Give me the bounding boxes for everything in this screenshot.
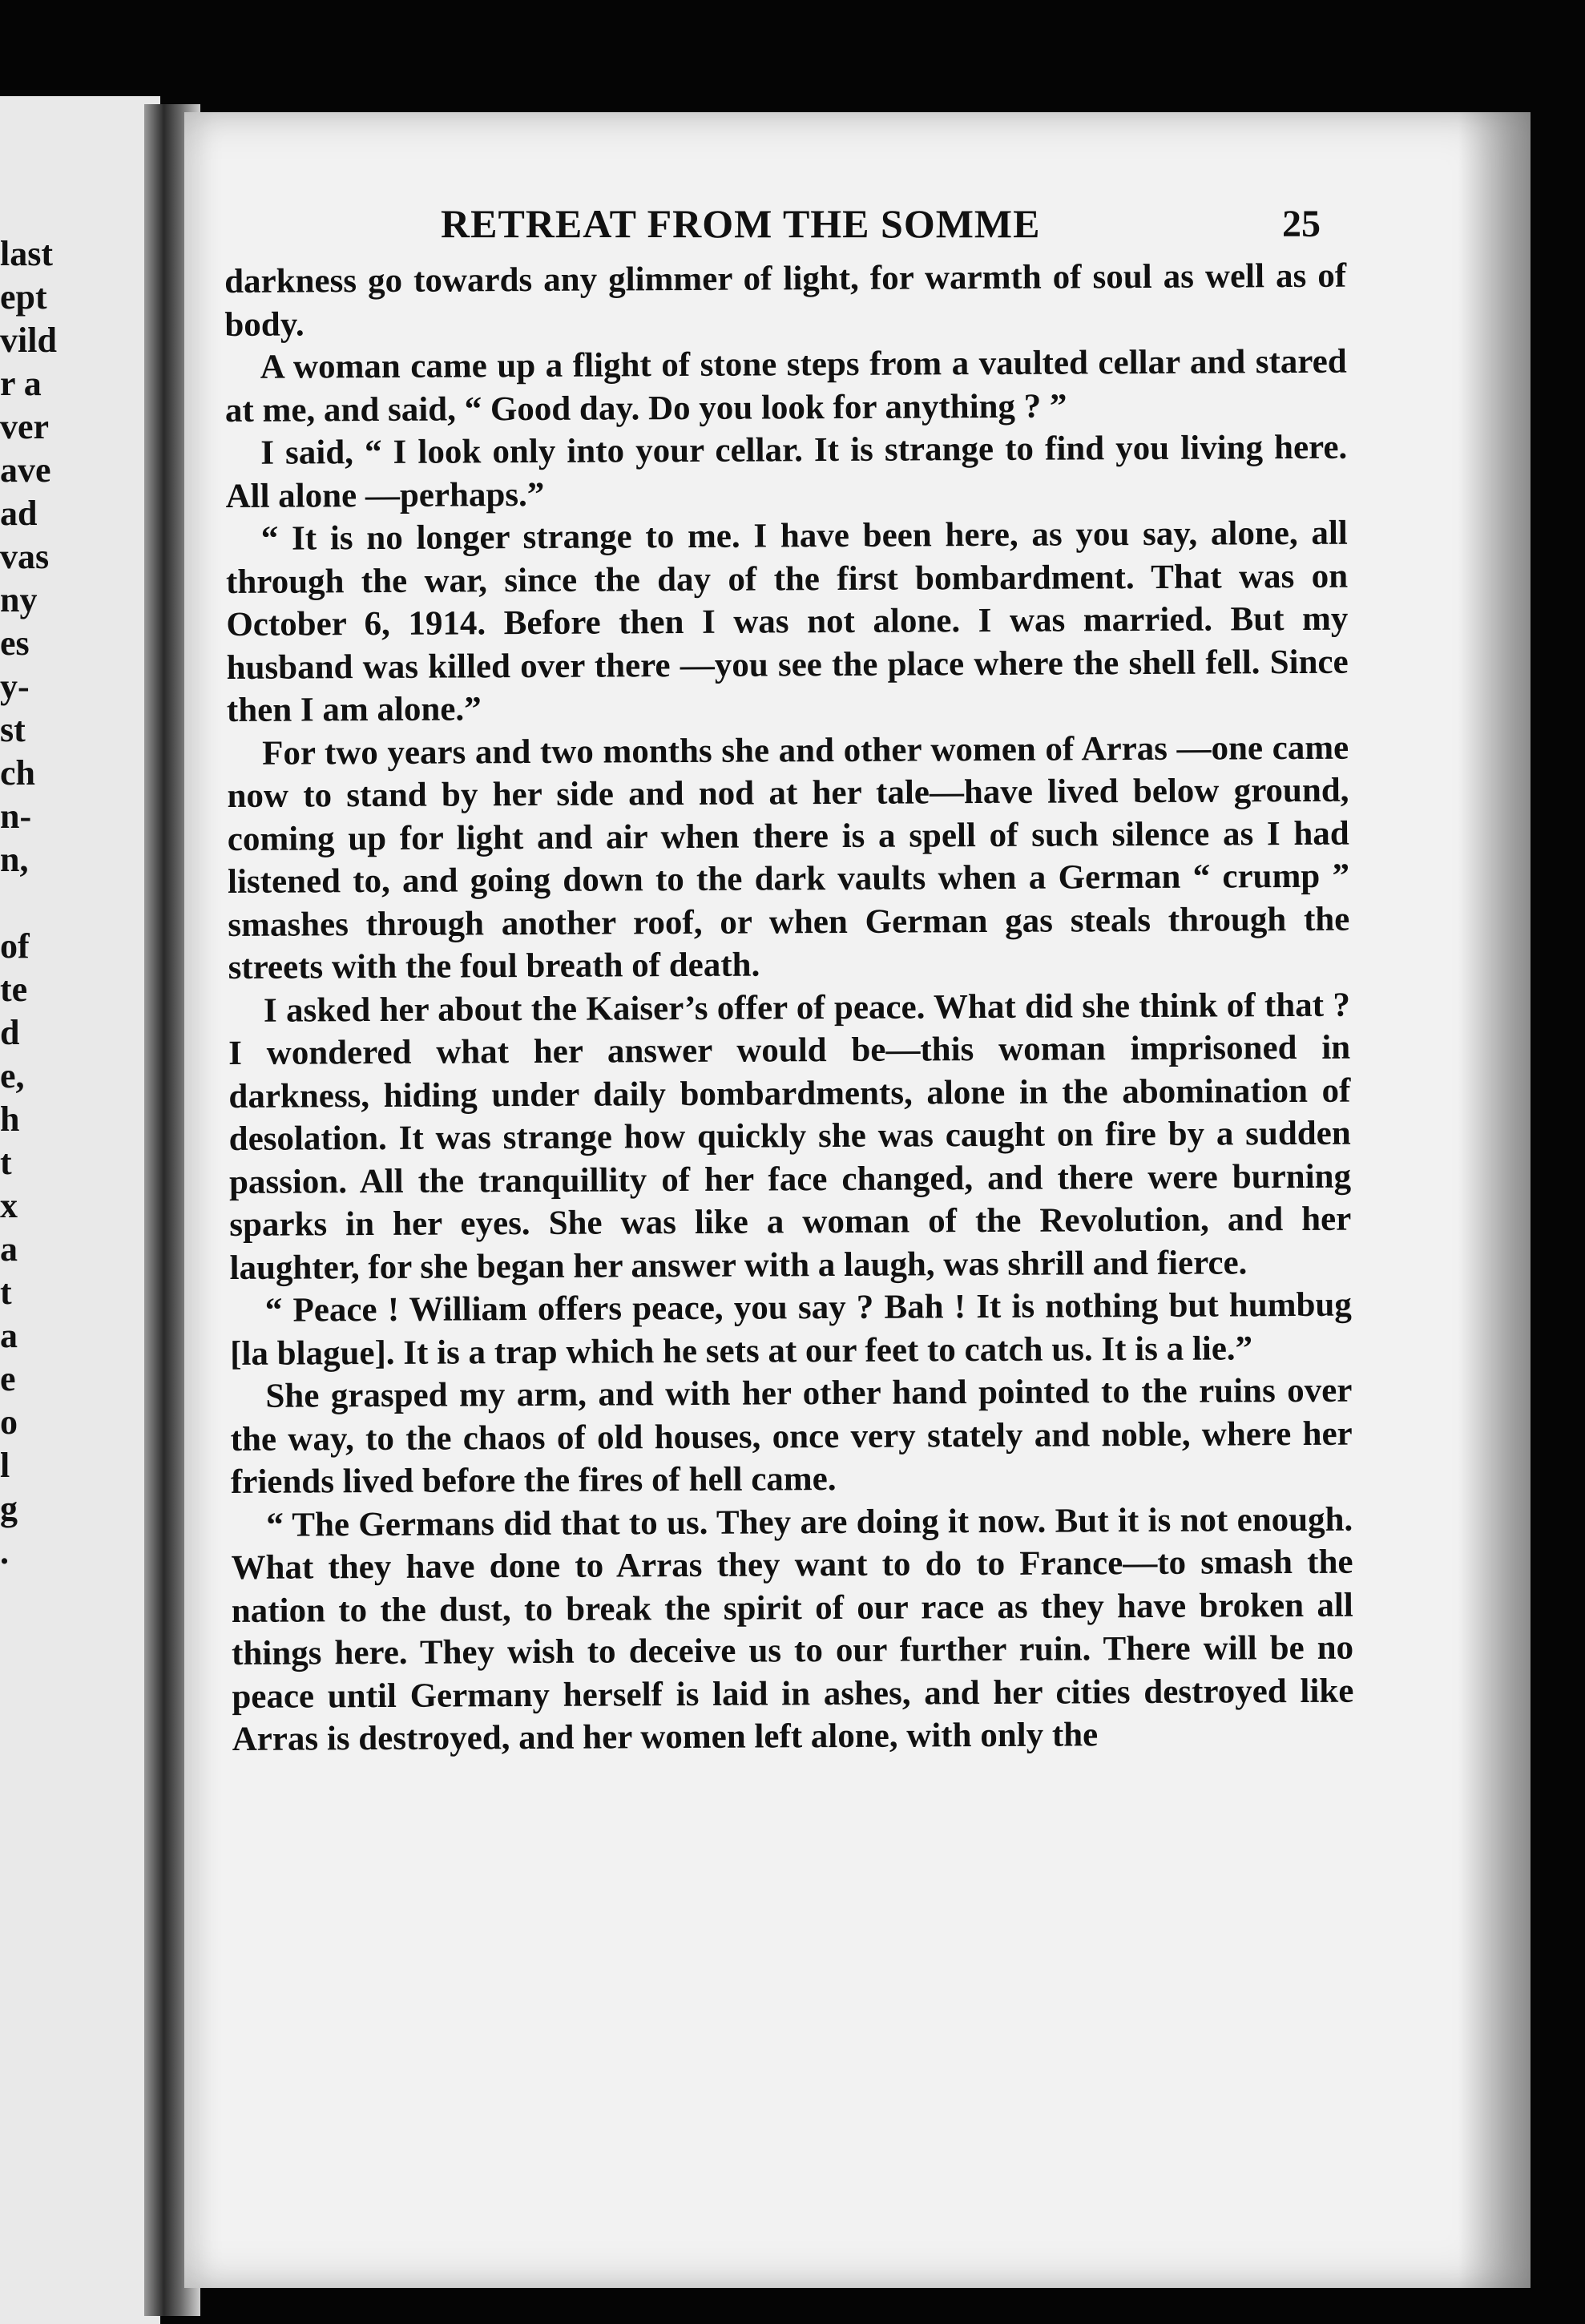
- left-fragment: o: [0, 1402, 18, 1442]
- right-page: [184, 112, 1531, 2288]
- paragraph: A woman came up a flight of stone steps from a vaulted cellar and stared at me, and said, “ Good day. Do you look for anything ? ”: [224, 342, 1347, 430]
- left-fragment: .: [0, 1532, 9, 1572]
- left-fragment: h: [0, 1099, 20, 1139]
- paragraph: She grasped my arm, and with her other hand pointed to the ruins over the way, to the chaos of old houses, once very stately and noble, where her friends lived before the fires of hell came.: [230, 1371, 1353, 1501]
- left-fragment: d: [0, 1013, 20, 1052]
- paragraph: “ The Germans did that to us. They are doing it now. But it is not enough. What they have done to Arras they want to do to France—to smash the nation to the dust, to break the spirit of our race as they have broken all things here. They wish to deceive us to our further ruin. There will be no peace until Germany herself is laid in ashes, and her cities destroyed like Arras is destroyed, and her women left alone, with only the: [231, 1500, 1354, 1758]
- left-fragment: ny: [0, 580, 38, 619]
- left-fragment: of: [0, 926, 30, 966]
- paragraph: “ It is no longer strange to me. I have been here, as you say, alone, all through the war, since the day of the first bombardment. That was on October 6, 1914. Before then I was not alone. I was married. But my husband was killed over there —you see the place where the shell fell. Since then I am alone.”: [225, 514, 1349, 729]
- running-head: RETREAT FROM THE SOMME: [441, 201, 1041, 246]
- left-fragment: ave: [0, 450, 51, 490]
- left-fragment: st: [0, 710, 26, 749]
- left-fragment: vild: [0, 321, 57, 360]
- left-fragment: ad: [0, 494, 38, 533]
- left-fragment: t: [0, 1273, 12, 1312]
- left-fragment: e: [0, 1359, 16, 1398]
- left-fragment: ept: [0, 277, 47, 317]
- left-fragment: ch: [0, 753, 35, 793]
- page-edge-shadow: [1458, 112, 1531, 2288]
- left-fragment: a: [0, 1229, 18, 1269]
- left-page-text-fragments: [0, 232, 96, 1574]
- paragraph: I asked her about the Kaiser’s offer of peace. What did she think of that ? I wondered what her answer would be—this woman imprisoned in darkness, hiding under daily bombardments, alone in the abomination of desolation. It was strange how quickly she was caught on fire by a sudden passion. All the tranquillity of her face changed, and there were burning sparks in her eyes. She was like a woman of the Revolution, and her laughter, for she began her answer with a laugh, was shrill and fierce.: [228, 986, 1352, 1287]
- page-body: [224, 255, 1354, 1761]
- left-fragment: [0, 882, 96, 925]
- left-fragment: te: [0, 970, 28, 1009]
- left-fragment: vas: [0, 537, 50, 576]
- left-fragment: last: [0, 234, 53, 273]
- left-fragment: a: [0, 1316, 18, 1355]
- left-fragment: r a: [0, 364, 42, 403]
- left-fragment: y-: [0, 667, 30, 706]
- left-fragment: g: [0, 1489, 18, 1528]
- left-fragment: l: [0, 1446, 10, 1485]
- paragraph: “ Peace ! William offers peace, you say ? Bah ! It is nothing but humbug [la blague]. It is a trap which he sets at our feet to catch us. It is a lie.”: [230, 1285, 1352, 1373]
- left-fragment: ver: [0, 407, 50, 446]
- left-fragment: n,: [0, 840, 29, 879]
- left-fragment: x: [0, 1186, 18, 1225]
- left-fragment: e,: [0, 1056, 25, 1095]
- page-number: 25: [1282, 203, 1321, 245]
- paragraph: For two years and two months she and other women of Arras —one came now to stand by her side and nod at her tale—have lived below ground, coming up for light and air when there is a spell of such silence as I had listened to, and going down to the dark vaults when a German “ crump ” smashes through another roof, or when German gas steals through the streets with the foul breath of death.: [227, 728, 1350, 986]
- paragraph: I said, “ I look only into your cellar. It is strange to find you living here. All alone —perhaps.”: [225, 428, 1348, 515]
- paragraph: darkness go towards any glimmer of light, for warmth of soul as well as of body.: [224, 256, 1347, 344]
- left-fragment: n-: [0, 797, 32, 836]
- left-fragment: es: [0, 623, 30, 663]
- left-page-fragment: [0, 96, 160, 2324]
- left-fragment: t: [0, 1143, 12, 1182]
